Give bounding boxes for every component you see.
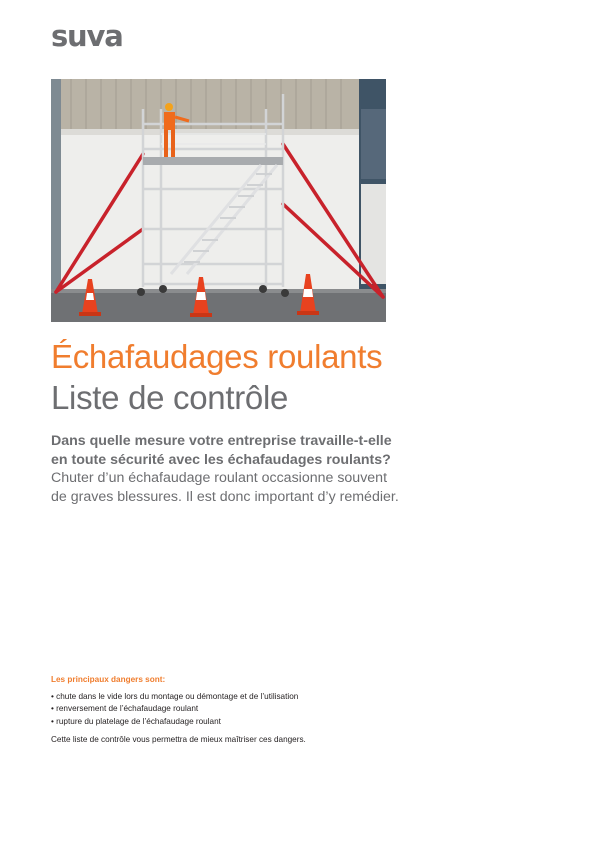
intro-text-line-1: Chuter d’un échafaudage roulant occasionne souvent bbox=[51, 470, 388, 486]
dangers-list bbox=[51, 691, 471, 728]
intro-text-line-2: de graves blessures. Il est donc important d’y remédier. bbox=[51, 488, 399, 505]
suva-logo: suva bbox=[51, 19, 123, 53]
list-item: • renversement de l’échafaudage roulant bbox=[51, 703, 471, 715]
mobile-scaffold-photo-icon bbox=[51, 79, 386, 322]
dangers-closing-text: Cette liste de contrôle vous permettra de mieux maîtriser ces dangers. bbox=[51, 734, 306, 744]
dangers-heading: Les principaux dangers sont: bbox=[51, 675, 166, 684]
dangers-section bbox=[51, 674, 471, 746]
intro-question-line-1: Dans quelle mesure votre entreprise travaille-t-elle bbox=[51, 433, 392, 449]
list-item: • rupture du platelage de l’échafaudage roulant bbox=[51, 716, 471, 728]
intro-question-line-2: en toute sécurité avec les échafaudages roulants? bbox=[51, 451, 391, 468]
intro-paragraph bbox=[51, 432, 471, 506]
page-subtitle: Liste de contrôle bbox=[51, 379, 289, 416]
scaffold-photo bbox=[51, 79, 386, 322]
list-item: • chute dans le vide lors du montage ou démontage et de l’utilisation bbox=[51, 691, 471, 703]
page-title: Échafaudages roulants bbox=[51, 338, 383, 375]
